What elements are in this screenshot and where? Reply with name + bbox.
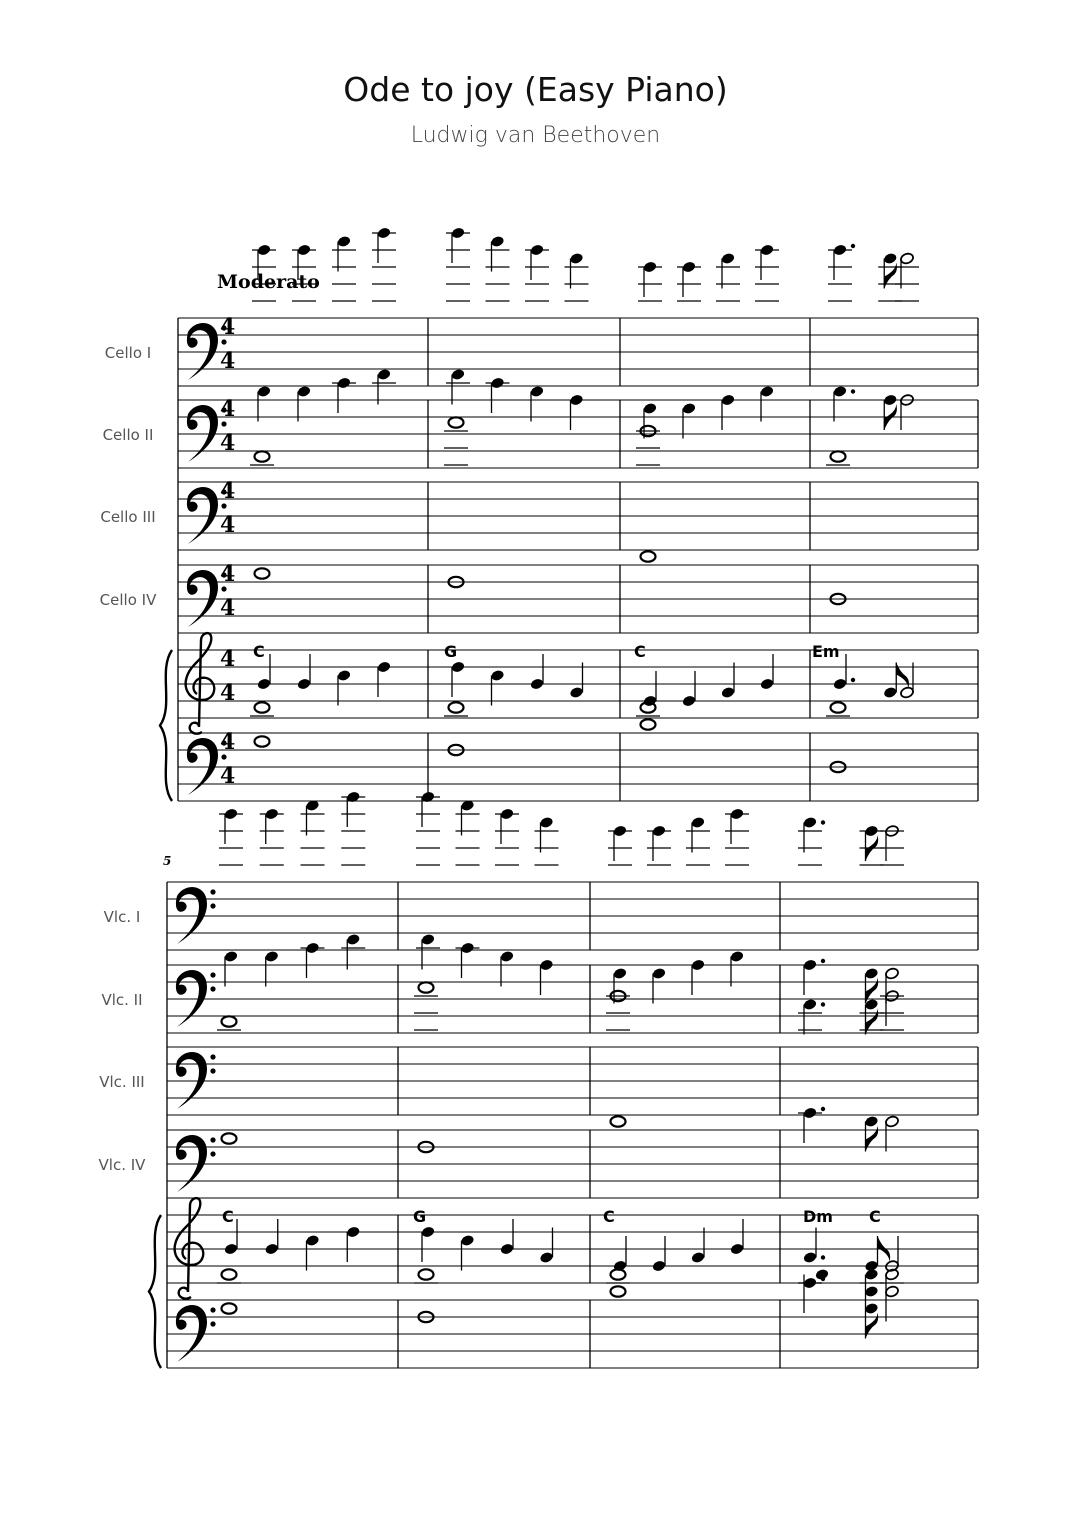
bass-clef-dot [210,1307,215,1312]
notehead [652,825,667,838]
bass-clef-dot [210,889,215,894]
augmentation-dot [821,959,825,963]
notehead [421,933,436,946]
notehead [264,808,279,821]
time-signature-denominator: 4 [220,763,236,789]
chord-symbol: C [253,642,265,661]
notehead [337,235,352,248]
notehead [224,808,239,821]
augmentation-dot [821,1277,825,1281]
eighth-flag [866,1313,879,1339]
bass-clef-dot [221,754,226,759]
notehead [803,1107,818,1120]
notehead [337,377,352,390]
notehead [569,394,584,407]
whole-notehead [831,451,846,461]
notehead [730,1243,745,1256]
bass-clef-dot [210,1321,215,1326]
chord-symbol: G [413,1207,427,1226]
notehead [864,1115,879,1128]
notehead [569,252,584,265]
composer-name: Ludwig van Beethoven [410,123,661,148]
notehead [305,942,320,955]
notehead [864,1302,879,1315]
notehead [224,950,239,963]
instrument-label: Vlc. I [103,908,141,926]
notehead [652,967,667,980]
notehead [377,661,392,674]
notehead [833,678,848,691]
notehead [803,1251,818,1264]
whole-notehead [255,451,270,461]
notehead [760,244,775,257]
notehead [760,678,775,691]
whole-notehead [255,702,270,712]
notehead [530,678,545,691]
notehead [883,394,898,407]
whole-notehead [419,1269,434,1279]
notehead [257,678,272,691]
time-signature-denominator: 4 [220,680,236,706]
half-notehead [885,1115,900,1128]
whole-notehead [611,1116,626,1126]
whole-notehead [641,719,656,729]
notehead [297,678,312,691]
notehead [803,998,818,1011]
half-notehead [885,967,900,980]
chord-symbol: C [634,642,646,661]
notehead [691,1251,706,1264]
notehead [730,808,745,821]
instrument-label: Vlc. IV [98,1156,146,1174]
notehead [721,686,736,699]
instrument-label: Cello III [100,508,156,526]
notehead [864,1268,879,1281]
chord-symbol: Dm [803,1207,833,1226]
notehead [833,385,848,398]
chord-symbol: C [869,1207,881,1226]
augmentation-dot [821,1272,825,1276]
notehead [833,244,848,257]
notehead [346,1226,361,1239]
bass-clef-dot [210,1068,215,1073]
notehead [682,261,697,274]
whole-notehead [222,1133,237,1143]
augmentation-dot [821,1255,825,1259]
whole-notehead [419,982,434,992]
notehead [257,385,272,398]
notehead [460,1234,475,1247]
notehead [539,1251,554,1264]
notehead [803,1277,818,1290]
augmentation-dot [821,1002,825,1006]
notehead [500,808,515,821]
whole-notehead [222,1016,237,1026]
whole-notehead [449,417,464,427]
notehead [883,686,898,699]
whole-notehead [255,736,270,746]
half-notehead [885,1285,900,1298]
augmentation-dot [821,820,825,824]
instrument-label: Cello II [102,426,154,444]
notehead [297,385,312,398]
notehead [451,227,466,240]
notehead [539,959,554,972]
notehead [257,244,272,257]
notehead [721,394,736,407]
instrument-label: Cello I [104,344,152,362]
score-title: Ode to joy (Easy Piano) [343,70,728,109]
notehead [864,1285,879,1298]
time-signature-numerator: 4 [220,478,236,504]
notehead [305,1234,320,1247]
notehead [730,950,745,963]
bass-clef-dot [210,1137,215,1142]
notehead [682,402,697,415]
notehead [643,261,658,274]
notehead [721,252,736,265]
notehead [264,950,279,963]
notehead [490,235,505,248]
time-signature-denominator: 4 [220,348,236,374]
notehead [613,967,628,980]
instrument-label: Vlc. III [99,1073,145,1091]
notehead [691,816,706,829]
notehead [346,933,361,946]
notehead [569,686,584,699]
instrument-label: Vlc. II [101,991,143,1009]
notehead [864,825,879,838]
time-signature-numerator: 4 [220,561,236,587]
chord-symbol: Em [812,642,840,661]
measure-number: 5 [163,854,172,868]
whole-notehead [255,568,270,578]
notehead [803,959,818,972]
eighth-flag [866,1126,879,1152]
notehead [539,816,554,829]
bass-clef-dot [210,1054,215,1059]
notehead [377,227,392,240]
augmentation-dot [851,389,855,393]
piano-brace [149,1215,161,1368]
notehead [652,1260,667,1273]
notehead [530,385,545,398]
bass-clef-dot [210,1151,215,1156]
notehead [682,695,697,708]
bass-clef-dot [221,339,226,344]
tempo-marking: Moderato [217,271,320,293]
time-signature-numerator: 4 [220,396,236,422]
whole-notehead [222,1303,237,1313]
piano-brace [160,650,172,801]
augmentation-dot [821,1107,825,1111]
notehead [264,1243,279,1256]
notehead [500,950,515,963]
bass-clef-dot [210,972,215,977]
notehead [297,244,312,257]
bass-clef-dot [210,986,215,991]
half-notehead [900,686,915,699]
bass-clef-dot [221,586,226,591]
time-signature-denominator: 4 [220,595,236,621]
notehead [451,661,466,674]
time-signature-numerator: 4 [220,314,236,340]
half-notehead [900,252,915,265]
whole-notehead [611,1269,626,1279]
notehead [337,669,352,682]
instrument-label: Cello IV [99,591,157,609]
whole-notehead [611,1286,626,1296]
whole-notehead [449,702,464,712]
eighth-flag [896,663,909,689]
notehead [760,385,775,398]
notehead [643,402,658,415]
chord-symbol: G [444,642,458,661]
notehead [421,1226,436,1239]
notehead [530,244,545,257]
notehead [224,1243,239,1256]
notehead [500,1243,515,1256]
chord-symbol: C [222,1207,234,1226]
notehead [490,377,505,390]
time-signature-numerator: 4 [220,729,236,755]
whole-notehead [831,702,846,712]
time-signature-denominator: 4 [220,430,236,456]
notehead [613,825,628,838]
notehead [460,942,475,955]
whole-notehead [641,551,656,561]
notehead [883,252,898,265]
time-signature-numerator: 4 [220,646,236,672]
whole-notehead [222,1269,237,1279]
notehead [864,967,879,980]
bass-clef-dot [210,903,215,908]
bass-clef-dot [221,503,226,508]
notehead [490,669,505,682]
bass-clef-dot [221,421,226,426]
notehead [377,368,392,381]
augmentation-dot [851,244,855,248]
notehead [803,816,818,829]
augmentation-dot [851,678,855,682]
eighth-flag [866,978,879,1004]
time-signature-denominator: 4 [220,512,236,538]
notehead [691,959,706,972]
chord-symbol: C [603,1207,615,1226]
notehead [451,368,466,381]
